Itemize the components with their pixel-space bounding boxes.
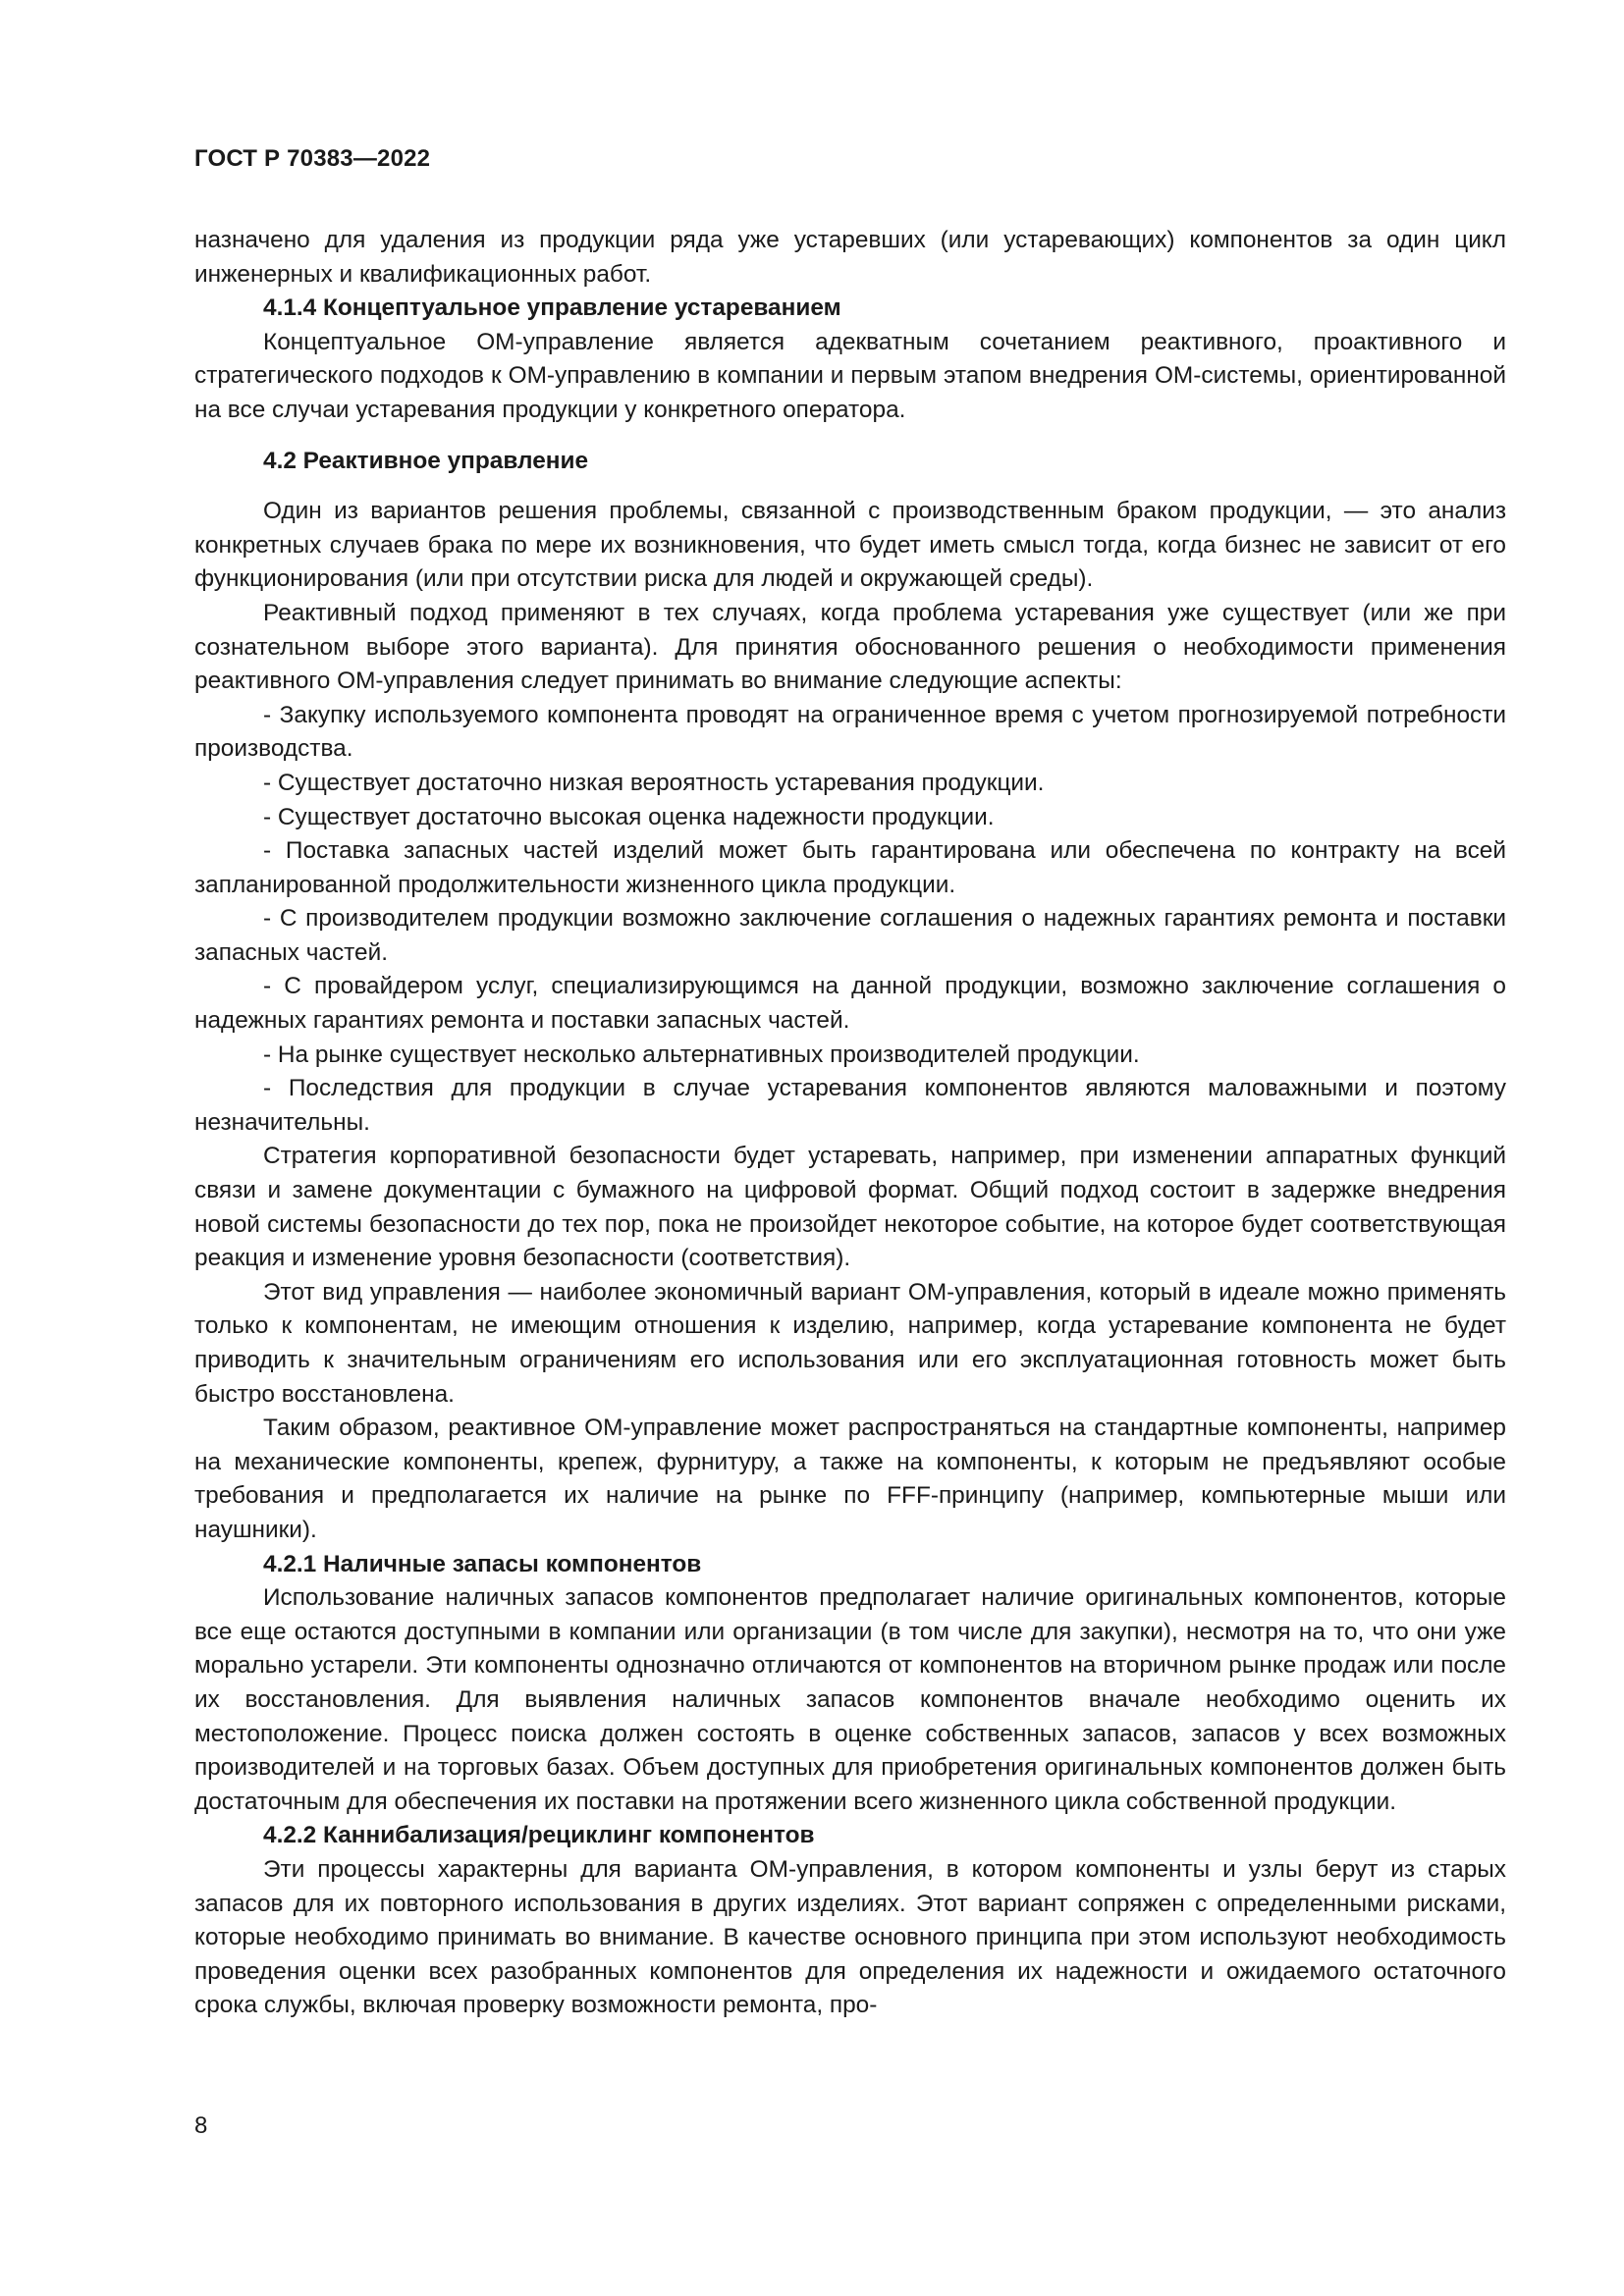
paragraph-4-1-4: Концептуальное ОМ-управление является адекватным сочетанием реактивного, проактивного и стратегического подходов к ОМ-управлению в компании и первым этапом внедрения ОМ-системы, ориентированной на все случаи устаревания продукции у конкретного оператора.	[194, 328, 1506, 423]
paragraph-continuation: назначено для удаления из продукции ряда уже устаревших (или устаревающих) компонентов за один цикл инженерных и квалификационных работ.	[194, 227, 1506, 288]
list-item: - Существует достаточно низкая вероятность устаревания продукции.	[263, 769, 1045, 796]
paragraph-4-2-d: Этот вид управления — наиболее экономичный вариант ОМ-управления, который в идеале можно применять только к компонентам, не имеющим отношения к изделию, например, когда устаревание компонента не будет приводить к значительным ограничениям его использования или его эксплуатационная готовность может быть быстро восстановлена.	[194, 1278, 1506, 1408]
document-header: ГОСТ Р 70383—2022	[194, 145, 431, 172]
document-body	[194, 224, 1506, 2023]
heading-4-1-4: 4.1.4 Концептуальное управление устареванием	[263, 294, 841, 322]
paragraph-4-2-1: Использование наличных запасов компонентов предполагает наличие оригинальных компонентов, которые все еще остаются доступными в компании или организации (в том числе для закупки), несмотря на то, что они уже морально устарели. Эти компоненты однозначно отличаются от компонентов на вторичном рынке продаж или после их восстановления. Для выявления наличных запасов компонентов вначале необходимо оценить их местоположение. Процесс поиска должен состоять в оценке собственных запасов, запасов у всех возможных производителей и на торговых базах. Объем доступных для приобретения оригинальных компонентов должен быть достаточным для обеспечения их поставки на протяжении всего жизненного цикла собственной продукции.	[194, 1584, 1506, 1815]
list-item: - Существует достаточно высокая оценка надежности продукции.	[263, 803, 995, 830]
paragraph-4-2-e: Таким образом, реактивное ОМ-управление может распространяться на стандартные компоненты, например на механические компоненты, крепеж, фурнитуру, а также на компоненты, к которым не предъявляют особые требования и предполагается их наличие на рынке по FFF-принципу (например, компьютерные мыши или наушники).	[194, 1415, 1506, 1543]
paragraph-4-2-a: Один из вариантов решения проблемы, связанной с производственным браком продукции, — это анализ конкретных случаев брака по мере их возникновения, что будет иметь смысл тогда, когда бизнес не зависит от его функционирования (или при отсутствии риска для людей и окружающей среды).	[194, 498, 1506, 593]
paragraph-4-2-c: Стратегия корпоративной безопасности будет устаревать, например, при изменении аппаратных функций связи и замене документации с бумажного на цифровой формат. Общий подход состоит в задержке внедрения новой системы безопасности до тех пор, пока не произойдет некоторое событие, на которое будет соответствующая реакция и изменение уровня безопасности (соответствия).	[194, 1143, 1506, 1272]
list-item: - Поставка запасных частей изделий может быть гарантирована или обеспечена по контракту на всей запланированной продолжительности жизненного цикла продукции.	[194, 837, 1506, 898]
heading-4-2-2: 4.2.2 Каннибализация/рециклинг компонентов	[263, 1822, 815, 1849]
list-item: - Последствия для продукции в случае устаревания компонентов являются маловажными и поэтому незначительны.	[194, 1075, 1506, 1136]
heading-4-2: 4.2 Реактивное управление	[263, 447, 589, 474]
paragraph-4-2-2: Эти процессы характерны для варианта ОМ-управления, в котором компоненты и узлы берут из старых запасов для их повторного использования в других изделиях. Этот вариант сопряжен с определенными рисками, которые необходимо принимать во внимание. В качестве основного принципа при этом используют необходимость проведения оценки всех разобранных компонентов для определения их надежности и ожидаемого остаточного срока службы, включая проверку возможности ремонта, про-	[194, 1855, 1506, 2019]
list-item: - С провайдером услуг, специализирующимся на данной продукции, возможно заключение соглашения о надежных гарантиях ремонта и поставки запасных частей.	[194, 973, 1506, 1035]
paragraph-4-2-b: Реактивный подход применяют в тех случаях, когда проблема устаревания уже существует (или же при сознательном выборе этого варианта). Для принятия обоснованного решения о необходимости применения реактивного ОМ-управления следует принимать во внимание следующие аспекты:	[194, 599, 1506, 695]
page-number: 8	[194, 2112, 208, 2139]
heading-4-2-1: 4.2.1 Наличные запасы компонентов	[263, 1550, 702, 1577]
list-item: - На рынке существует несколько альтернативных производителей продукции.	[263, 1041, 1140, 1068]
list-item: - Закупку используемого компонента проводят на ограниченное время с учетом прогнозируемой потребности производства.	[194, 701, 1506, 763]
list-item: - С производителем продукции возможно заключение соглашения о надежных гарантиях ремонта и поставки запасных частей.	[194, 905, 1506, 966]
